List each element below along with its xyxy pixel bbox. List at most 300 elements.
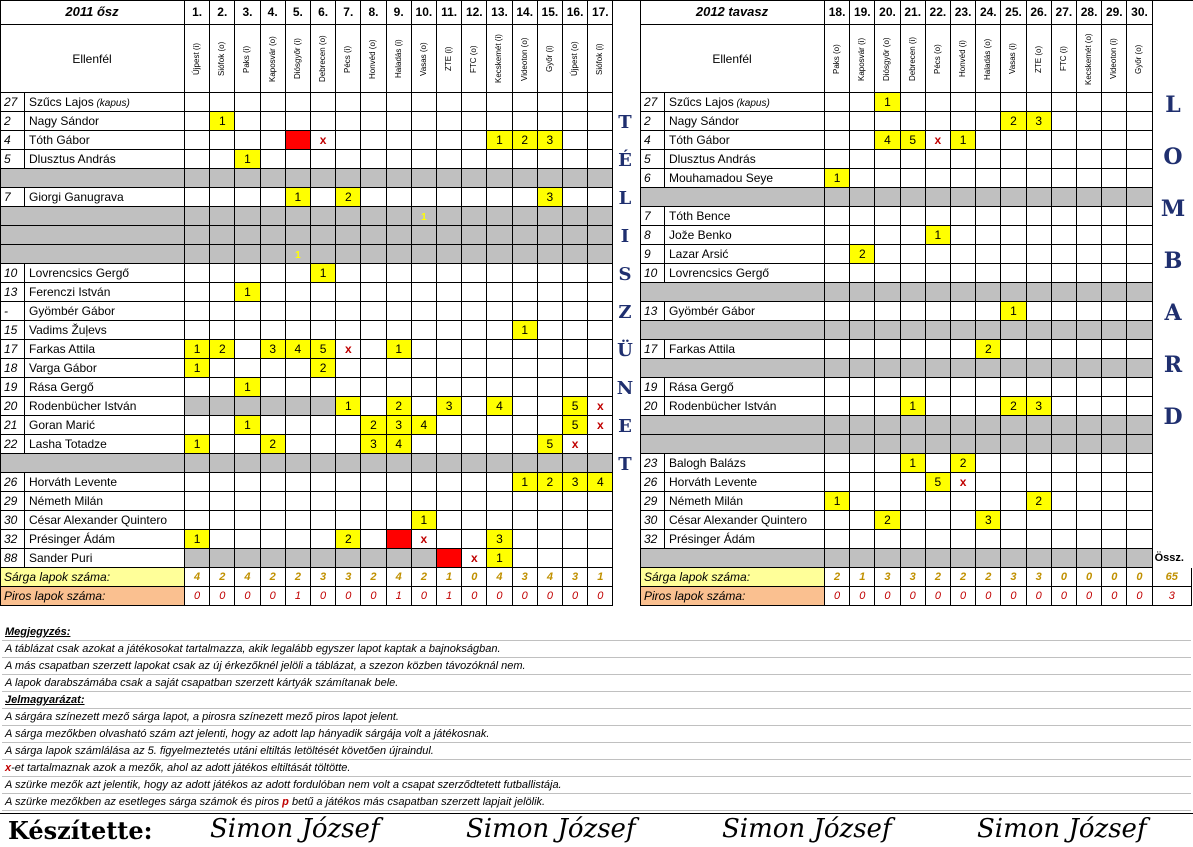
yellow-card-cell: 3 <box>437 397 462 416</box>
red-count: 0 <box>513 587 538 606</box>
empty-cell <box>286 416 311 435</box>
empty-cell <box>235 93 260 112</box>
round-opponent <box>286 25 311 93</box>
empty-cell <box>951 511 976 530</box>
empty-cell <box>261 473 286 492</box>
empty-cell <box>976 473 1001 492</box>
empty-cell <box>1102 397 1127 416</box>
empty-cell <box>336 112 361 131</box>
empty-cell <box>361 359 386 378</box>
empty-cell <box>850 131 875 150</box>
red-count: 0 <box>1027 587 1052 606</box>
yellow-card-cell: 1 <box>412 207 437 226</box>
empty-cell <box>412 245 437 264</box>
empty-cell <box>1001 264 1026 283</box>
yellow-card-cell: 4 <box>387 435 412 454</box>
empty-cell <box>1027 530 1052 549</box>
empty-cell <box>261 245 286 264</box>
empty-cell <box>926 435 951 454</box>
empty-cell <box>261 264 286 283</box>
empty-cell <box>185 378 210 397</box>
empty-cell <box>235 112 260 131</box>
empty-cell <box>437 207 462 226</box>
empty-cell <box>926 302 951 321</box>
empty-cell <box>1077 397 1102 416</box>
empty-cell <box>261 283 286 302</box>
shirt-number: 2 <box>640 112 665 131</box>
empty-cell <box>286 283 311 302</box>
empty-cell <box>1027 93 1052 112</box>
yellow-card-cell: 1 <box>825 492 850 511</box>
empty-cell <box>1102 530 1127 549</box>
empty-cell <box>286 150 311 169</box>
empty-cell <box>850 283 875 302</box>
empty-cell <box>311 435 336 454</box>
yellow-count: 4 <box>538 568 563 587</box>
empty-cell <box>387 321 412 340</box>
empty-cell <box>336 454 361 473</box>
empty-cell <box>901 530 926 549</box>
player-name: Tóth Gábor <box>665 131 825 150</box>
signature: Simon József <box>466 814 636 844</box>
empty-cell <box>1001 473 1026 492</box>
empty-cell <box>1052 321 1077 340</box>
empty-cell <box>538 416 563 435</box>
empty-cell <box>951 188 976 207</box>
yellow-card-cell: 2 <box>976 340 1001 359</box>
empty-cell <box>1102 93 1127 112</box>
empty-cell <box>487 150 512 169</box>
round-opponent <box>1127 25 1152 93</box>
round-opponent <box>588 25 613 93</box>
empty-cell <box>361 264 386 283</box>
red-count: 1 <box>387 587 412 606</box>
yellow-card-cell: 3 <box>1027 112 1052 131</box>
empty-cell <box>1127 549 1152 568</box>
empty-cell <box>1052 454 1077 473</box>
red-count: 0 <box>976 587 1001 606</box>
empty-cell <box>901 207 926 226</box>
empty-cell <box>926 359 951 378</box>
empty-cell <box>1077 302 1102 321</box>
empty-cell <box>976 169 1001 188</box>
empty-cell <box>210 492 235 511</box>
empty-cell <box>336 549 361 568</box>
player-name: Giorgi Ganugrava <box>25 188 185 207</box>
empty-cell <box>336 283 361 302</box>
yellow-card-cell: 2 <box>387 397 412 416</box>
empty-cell <box>1027 245 1052 264</box>
empty-cell <box>926 340 951 359</box>
empty-cell <box>563 340 588 359</box>
empty-cell <box>513 150 538 169</box>
gray-row <box>640 435 825 454</box>
player-name: Présinger Ádám <box>25 530 185 549</box>
yellow-count: 3 <box>1001 568 1026 587</box>
suspension-cell: x <box>462 549 487 568</box>
yellow-card-cell: 1 <box>901 454 926 473</box>
player-name: Horváth Levente <box>665 473 825 492</box>
opponent-label: Győr (o) <box>1134 44 1144 74</box>
empty-cell <box>311 530 336 549</box>
round-number: 6. <box>311 0 336 25</box>
empty-cell <box>185 226 210 245</box>
red-count: 0 <box>850 587 875 606</box>
round-opponent <box>311 25 336 93</box>
empty-cell <box>976 264 1001 283</box>
empty-cell <box>1127 397 1152 416</box>
red-count: 0 <box>361 587 386 606</box>
empty-cell <box>875 492 900 511</box>
empty-cell <box>487 378 512 397</box>
yellow-card-cell: 3 <box>387 416 412 435</box>
suspension-cell: x <box>588 397 613 416</box>
empty-cell <box>850 188 875 207</box>
shirt-number: 17 <box>640 340 665 359</box>
empty-cell <box>850 302 875 321</box>
yellow-count: 3 <box>513 568 538 587</box>
empty-cell <box>875 473 900 492</box>
player-name: Balogh Balázs <box>665 454 825 473</box>
round-number: 26. <box>1027 0 1052 25</box>
empty-cell <box>825 321 850 340</box>
empty-cell <box>235 359 260 378</box>
suspension-cell: x <box>311 131 336 150</box>
legend-line: A szürke mezők azt jelentik, hogy az adott játékos az adott fordulóban nem volt a csapat szerződtetett futballistája. <box>2 777 1191 794</box>
empty-cell <box>538 359 563 378</box>
empty-cell <box>412 93 437 112</box>
empty-cell <box>261 188 286 207</box>
empty-cell <box>538 378 563 397</box>
opponent-label: Haladás (i) <box>393 39 403 79</box>
empty-cell <box>210 226 235 245</box>
yellow-card-cell: 1 <box>487 549 512 568</box>
empty-cell <box>1052 226 1077 245</box>
empty-cell <box>976 454 1001 473</box>
player-name: Varga Gábor <box>25 359 185 378</box>
empty-cell <box>361 169 386 188</box>
empty-cell <box>926 150 951 169</box>
empty-cell <box>1102 359 1127 378</box>
empty-cell <box>437 302 462 321</box>
empty-cell <box>286 511 311 530</box>
empty-cell <box>1102 302 1127 321</box>
shirt-number: 8 <box>640 226 665 245</box>
opponent-label: Újpest (i) <box>192 43 201 76</box>
empty-cell <box>286 492 311 511</box>
empty-cell <box>976 321 1001 340</box>
empty-cell <box>462 150 487 169</box>
empty-cell <box>1052 340 1077 359</box>
round-opponent <box>261 25 286 93</box>
empty-cell <box>487 359 512 378</box>
yellow-card-cell: 1 <box>311 264 336 283</box>
empty-cell <box>387 207 412 226</box>
empty-cell <box>311 492 336 511</box>
empty-cell <box>1077 416 1102 435</box>
yellow-card-cell: 1 <box>235 416 260 435</box>
player-name: Vadims Žuļevs <box>25 321 185 340</box>
yellow-count: 1 <box>850 568 875 587</box>
empty-cell <box>1001 188 1026 207</box>
empty-cell <box>1077 188 1102 207</box>
empty-cell <box>1077 93 1102 112</box>
empty-cell <box>1077 549 1102 568</box>
yellow-card-cell: 2 <box>513 131 538 150</box>
yellow-card-cell: 4 <box>286 340 311 359</box>
empty-cell <box>1027 340 1052 359</box>
empty-cell <box>825 340 850 359</box>
empty-cell <box>185 188 210 207</box>
round-number: 14. <box>513 0 538 25</box>
empty-cell <box>513 454 538 473</box>
empty-cell <box>185 112 210 131</box>
empty-cell <box>875 378 900 397</box>
player-name: Tóth Gábor <box>25 131 185 150</box>
total-red: 3 <box>1153 587 1192 606</box>
round-opponent <box>487 25 512 93</box>
player-name: Rodenbücher István <box>665 397 825 416</box>
empty-cell <box>1127 340 1152 359</box>
empty-cell <box>1102 283 1127 302</box>
empty-cell <box>235 340 260 359</box>
player-name: Rása Gergő <box>25 378 185 397</box>
empty-cell <box>588 112 613 131</box>
empty-cell <box>1127 169 1152 188</box>
empty-cell <box>563 150 588 169</box>
empty-cell <box>412 302 437 321</box>
empty-cell <box>462 226 487 245</box>
empty-cell <box>588 511 613 530</box>
empty-cell <box>901 188 926 207</box>
empty-cell <box>1077 245 1102 264</box>
empty-cell <box>901 245 926 264</box>
empty-cell <box>210 359 235 378</box>
player-name: César Alexander Quintero <box>25 511 185 530</box>
player-name: Gyömbér Gábor <box>665 302 825 321</box>
empty-cell <box>976 435 1001 454</box>
empty-cell <box>261 378 286 397</box>
empty-cell <box>1077 359 1102 378</box>
empty-cell <box>336 435 361 454</box>
empty-cell <box>563 302 588 321</box>
empty-cell <box>926 245 951 264</box>
empty-cell <box>976 131 1001 150</box>
empty-cell <box>210 549 235 568</box>
player-name: Sander Puri <box>25 549 185 568</box>
round-opponent <box>1052 25 1077 93</box>
empty-cell <box>850 112 875 131</box>
empty-cell <box>1127 245 1152 264</box>
shirt-number: 27 <box>0 93 25 112</box>
player-name: Rása Gergő <box>665 378 825 397</box>
empty-cell <box>185 302 210 321</box>
empty-cell <box>901 549 926 568</box>
empty-cell <box>235 302 260 321</box>
empty-cell <box>1127 454 1152 473</box>
empty-cell <box>412 283 437 302</box>
yellow-card-cell: 1 <box>185 359 210 378</box>
yellow-card-cell: 4 <box>875 131 900 150</box>
left-opponent-header: Ellenfél <box>0 25 185 93</box>
empty-cell <box>1127 302 1152 321</box>
empty-cell <box>588 226 613 245</box>
yellow-card-cell: 4 <box>412 416 437 435</box>
empty-cell <box>311 169 336 188</box>
empty-cell <box>235 245 260 264</box>
left-season-title: 2011 ősz <box>0 0 185 25</box>
empty-cell <box>563 511 588 530</box>
yellow-count: 0 <box>1102 568 1127 587</box>
empty-cell <box>976 283 1001 302</box>
yellow-card-cell: 1 <box>487 131 512 150</box>
empty-cell <box>1027 549 1052 568</box>
empty-cell <box>487 492 512 511</box>
yellow-card-cell: 1 <box>926 226 951 245</box>
yellow-card-cell: 1 <box>875 93 900 112</box>
empty-cell <box>1052 397 1077 416</box>
empty-cell <box>976 93 1001 112</box>
empty-cell <box>412 340 437 359</box>
shirt-number: 2 <box>0 112 25 131</box>
empty-cell <box>513 530 538 549</box>
empty-cell <box>1102 378 1127 397</box>
yellow-count: 2 <box>286 568 311 587</box>
round-opponent <box>538 25 563 93</box>
empty-cell <box>1027 207 1052 226</box>
empty-cell <box>361 245 386 264</box>
empty-cell <box>487 264 512 283</box>
yellow-card-cell: 4 <box>588 473 613 492</box>
empty-cell <box>1077 473 1102 492</box>
empty-cell <box>387 112 412 131</box>
empty-cell <box>311 150 336 169</box>
yellow-count: 2 <box>926 568 951 587</box>
empty-cell <box>875 416 900 435</box>
player-name: Farkas Attila <box>665 340 825 359</box>
opponent-label: Vasas (o) <box>418 42 428 76</box>
empty-cell <box>976 416 1001 435</box>
round-opponent <box>825 25 850 93</box>
empty-cell <box>336 321 361 340</box>
empty-cell <box>387 492 412 511</box>
round-number: 8. <box>361 0 386 25</box>
red-count: 0 <box>185 587 210 606</box>
empty-cell <box>437 226 462 245</box>
empty-cell <box>336 131 361 150</box>
yellow-count: 0 <box>1077 568 1102 587</box>
empty-cell <box>361 188 386 207</box>
empty-cell <box>1077 112 1102 131</box>
empty-cell <box>1027 378 1052 397</box>
empty-cell <box>261 492 286 511</box>
empty-cell <box>513 378 538 397</box>
empty-cell <box>185 150 210 169</box>
empty-cell <box>1077 435 1102 454</box>
round-number: 2. <box>210 0 235 25</box>
empty-cell <box>361 321 386 340</box>
empty-cell <box>387 511 412 530</box>
empty-cell <box>951 435 976 454</box>
empty-cell <box>286 226 311 245</box>
remark-line: A táblázat csak azokat a játékosokat tartalmazza, akik legalább egyszer lapot kaptak a bajnokságban. <box>2 641 1191 658</box>
empty-cell <box>361 226 386 245</box>
player-name: Dlusztus András <box>665 150 825 169</box>
empty-cell <box>1001 169 1026 188</box>
empty-cell <box>185 131 210 150</box>
empty-cell <box>437 150 462 169</box>
empty-cell <box>825 454 850 473</box>
red-count: 0 <box>1077 587 1102 606</box>
shirt-number: 18 <box>0 359 25 378</box>
empty-cell <box>361 131 386 150</box>
empty-cell <box>361 492 386 511</box>
remark-heading: Megjegyzés: <box>2 624 1191 641</box>
empty-cell <box>185 492 210 511</box>
empty-cell <box>563 283 588 302</box>
yellow-card-cell: 4 <box>487 397 512 416</box>
empty-cell <box>261 549 286 568</box>
empty-cell <box>185 93 210 112</box>
empty-cell <box>235 511 260 530</box>
empty-cell <box>1127 511 1152 530</box>
empty-cell <box>563 226 588 245</box>
empty-cell <box>261 302 286 321</box>
empty-cell <box>825 131 850 150</box>
opponent-label: FTC (i) <box>1058 46 1068 72</box>
signature: Simon József <box>977 814 1147 844</box>
shirt-number: 13 <box>0 283 25 302</box>
yellow-card-cell: 1 <box>185 435 210 454</box>
empty-cell <box>261 321 286 340</box>
round-number: 20. <box>875 0 900 25</box>
empty-cell <box>926 416 951 435</box>
empty-cell <box>1052 169 1077 188</box>
empty-cell <box>1127 492 1152 511</box>
empty-cell <box>311 245 336 264</box>
empty-cell <box>210 530 235 549</box>
empty-cell <box>462 340 487 359</box>
empty-cell <box>901 492 926 511</box>
empty-cell <box>1127 226 1152 245</box>
yellow-card-cell: 3 <box>487 530 512 549</box>
empty-cell <box>387 169 412 188</box>
yellow-count: 2 <box>825 568 850 587</box>
empty-cell <box>261 93 286 112</box>
round-number: 4. <box>261 0 286 25</box>
empty-cell <box>850 454 875 473</box>
empty-cell <box>976 245 1001 264</box>
empty-cell <box>1077 454 1102 473</box>
empty-cell <box>825 226 850 245</box>
empty-cell <box>1052 530 1077 549</box>
empty-cell <box>210 397 235 416</box>
empty-cell <box>437 321 462 340</box>
empty-cell <box>185 169 210 188</box>
yellow-count-label: Sárga lapok száma: <box>640 568 825 587</box>
red-count: 0 <box>1102 587 1127 606</box>
empty-cell <box>1052 112 1077 131</box>
yellow-card-cell: 3 <box>261 340 286 359</box>
empty-cell <box>336 302 361 321</box>
empty-cell <box>487 321 512 340</box>
opponent-label: Győr (i) <box>544 45 554 73</box>
empty-cell <box>487 435 512 454</box>
empty-cell <box>976 492 1001 511</box>
round-opponent <box>412 25 437 93</box>
empty-cell <box>538 492 563 511</box>
empty-cell <box>311 511 336 530</box>
